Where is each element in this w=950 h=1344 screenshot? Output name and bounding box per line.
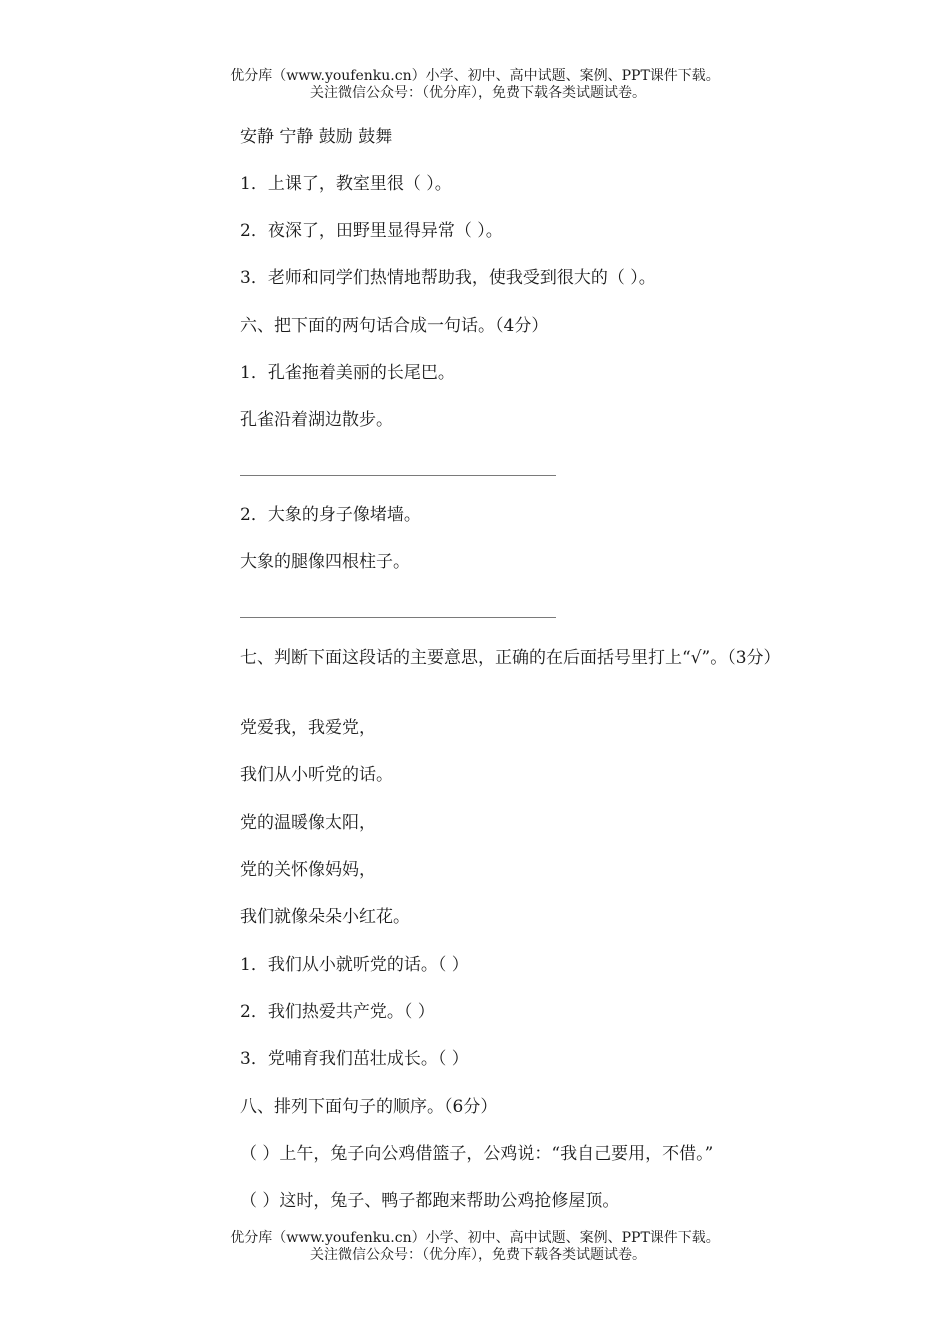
fill-item-1: 1．上课了，教室里很（ ）。 [240,174,452,194]
poem-line-3: 党的温暖像太阳， [240,813,376,833]
footer-line-2: 关注微信公众号：（优分库），免费下载各类试题试卷。 [310,1247,646,1263]
fill-item-3: 3．老师和同学们热情地帮助我，使我受到很大的（ ）。 [240,268,656,288]
order-item-2: （ ）这时，兔子、鸭子都跑来帮助公鸡抢修屋顶。 [240,1191,620,1211]
section-7-title: 七、判断下面这段话的主要意思，正确的在后面括号里打上“√”。（3分） [240,648,781,668]
section-6-q2-line1: 2．大象的身子像堵墙。 [240,505,421,525]
header-line-1: 优分库（www.youfenku.cn）小学、初中、高中试题、案例、PPT课件下载。 [230,68,720,84]
page-header [0,68,950,102]
section-6-title: 六、把下面的两句话合成一句话。（4分） [240,316,549,336]
judge-option-1: 1．我们从小就听党的话。（ ） [240,955,469,975]
page-footer [0,1230,950,1264]
answer-blank-2[interactable] [240,617,556,618]
section-6-q1-line1: 1．孔雀拖着美丽的长尾巴。 [240,363,455,383]
poem-line-1: 党爱我，我爱党， [240,718,376,738]
judge-option-3: 3．党哺育我们茁壮成长。（ ） [240,1049,469,1069]
footer-line-1: 优分库（www.youfenku.cn）小学、初中、高中试题、案例、PPT课件下载。 [230,1230,720,1246]
section-6-q1-line2: 孔雀沿着湖边散步。 [240,410,393,430]
order-item-1: （ ）上午，兔子向公鸡借篮子，公鸡说：“我自己要用，不借。” [240,1144,714,1164]
poem-line-2: 我们从小听党的话。 [240,765,393,785]
poem-line-4: 党的关怀像妈妈， [240,860,376,880]
section-8-title: 八、排列下面句子的顺序。（6分） [240,1097,498,1117]
word-bank: 安静 宁静 鼓励 鼓舞 [240,127,393,147]
judge-option-2: 2．我们热爱共产党。（ ） [240,1002,435,1022]
fill-item-2: 2．夜深了，田野里显得异常（ ）。 [240,221,503,241]
header-line-2: 关注微信公众号：（优分库），免费下载各类试题试卷。 [310,85,646,101]
answer-blank-1[interactable] [240,475,556,476]
section-6-q2-line2: 大象的腿像四根柱子。 [240,552,410,572]
poem-line-5: 我们就像朵朵小红花。 [240,907,410,927]
